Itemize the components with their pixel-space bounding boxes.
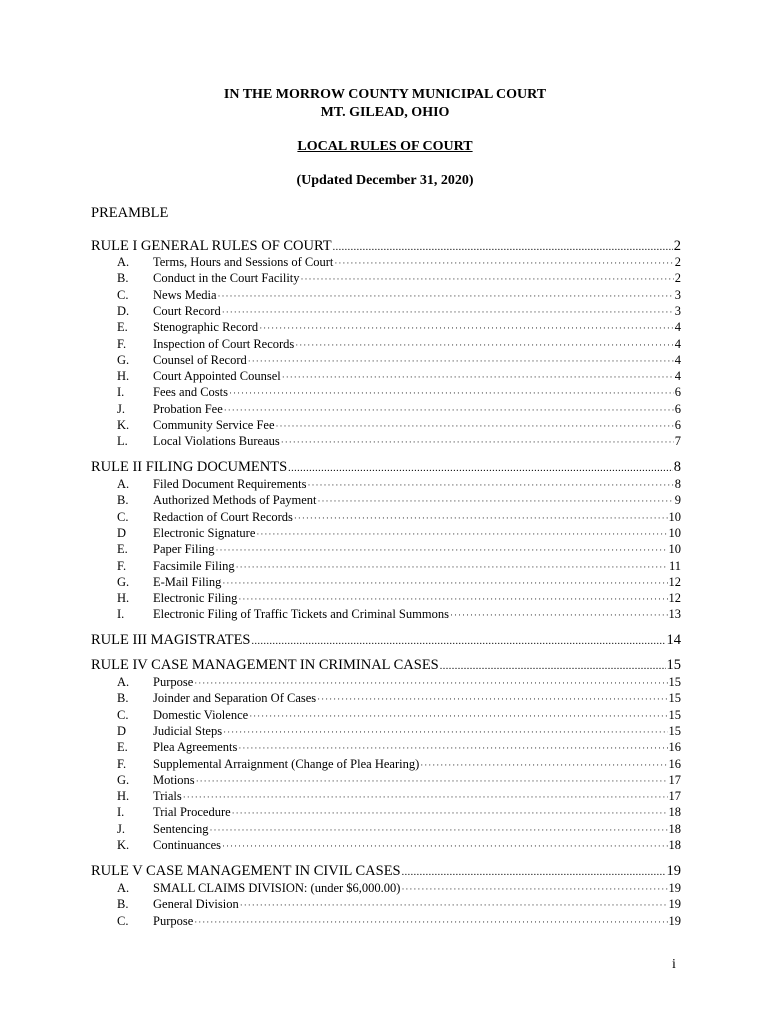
toc-entry-row — [117, 881, 681, 896]
toc-entry-letter: B. — [117, 271, 129, 286]
preamble-heading: PREAMBLE — [91, 205, 169, 221]
court-name: IN THE MORROW COUNTY MUNICIPAL COURT — [223, 87, 547, 102]
court-location: MT. GILEAD, OHIO — [320, 105, 450, 120]
toc-entry-letter: B. — [117, 691, 129, 706]
toc-rule-page: 19 — [666, 863, 681, 879]
toc-entry-row — [117, 724, 681, 739]
toc-entry-row — [117, 789, 681, 804]
toc-entry-page: 15 — [668, 723, 681, 738]
dot-leader — [222, 841, 667, 851]
toc-entry-letter: A. — [117, 881, 130, 895]
dot-leader — [402, 867, 666, 878]
toc-entry-letter: A. — [117, 675, 130, 689]
toc-entry-page: 6 — [674, 418, 681, 432]
toc-rule-title: RULE I GENERAL RULES OF COURT — [91, 238, 332, 254]
toc-entry-page: 3 — [674, 303, 681, 318]
toc-entry-row — [117, 255, 681, 270]
toc-entry-title: Fees and Costs — [153, 385, 228, 400]
dot-leader — [282, 372, 674, 382]
toc-entry-title: Redaction of Court Records — [153, 509, 293, 524]
toc-entry-letter: A. — [117, 477, 130, 491]
toc-entry-page: 3 — [674, 287, 681, 302]
dot-leader — [236, 562, 668, 572]
toc-entry-row — [117, 740, 681, 755]
toc-entry-page: 10 — [668, 542, 681, 557]
toc-entry-title: Electronic Filing — [153, 591, 238, 606]
toc-entry-title: Facsimile Filing — [153, 558, 235, 573]
toc-entry-letter: G. — [117, 352, 130, 367]
dot-leader — [232, 808, 668, 818]
toc-rule-page: 8 — [673, 459, 681, 475]
dot-leader — [276, 421, 674, 431]
toc-rule-title: RULE II FILING DOCUMENTS — [91, 459, 288, 475]
toc-entry-letter: D — [117, 723, 127, 738]
toc-entry-letter: K. — [117, 838, 130, 852]
toc-entry-row — [117, 897, 681, 912]
toc-entry-title: Joinder and Separation Of Cases — [153, 691, 317, 706]
dot-leader — [249, 711, 667, 721]
toc-entry-title: Inspection of Court Records — [153, 336, 295, 351]
toc-entry-page: 9 — [674, 493, 681, 508]
toc-entry-page: 4 — [674, 336, 681, 351]
page-number: i — [672, 957, 676, 972]
toc-entry-page: 8 — [674, 477, 681, 491]
toc-entry-row — [117, 288, 681, 303]
toc-entry-row — [117, 418, 681, 433]
toc-entry-title: Court Appointed Counsel — [153, 369, 281, 384]
toc-entry-title: Continuances — [153, 838, 222, 852]
toc-entry-title: General Division — [153, 897, 239, 912]
dot-leader — [238, 594, 667, 604]
toc-entry-page: 15 — [668, 691, 681, 706]
toc-entry-row — [117, 914, 681, 929]
dot-leader — [281, 437, 674, 447]
toc-entry-title: Stenographic Record — [153, 320, 259, 335]
toc-entry-page: 16 — [668, 740, 681, 755]
dot-leader — [238, 743, 667, 753]
toc-rule-page: 14 — [666, 632, 681, 648]
toc-rule-page: 15 — [666, 657, 681, 673]
toc-entry-letter: D — [117, 525, 127, 540]
toc-entry-letter: I. — [117, 805, 125, 820]
toc-entry-letter: E. — [117, 542, 128, 557]
dot-leader — [196, 776, 668, 786]
dot-leader — [301, 274, 674, 284]
toc-entry-row — [117, 402, 681, 417]
document-title-text: LOCAL RULES OF COURT — [297, 139, 473, 154]
toc-entry-page: 17 — [668, 789, 681, 804]
toc-entry-row — [117, 757, 681, 772]
toc-entry-title: Terms, Hours and Sessions of Court — [153, 255, 334, 269]
toc-entry-row — [117, 805, 681, 820]
toc-entry-page: 15 — [668, 675, 681, 689]
toc-entry-row — [117, 320, 681, 335]
toc-rule-row — [91, 863, 681, 880]
toc-entry-title: Sentencing — [153, 821, 209, 836]
toc-entry-title: E-Mail Filing — [153, 574, 222, 589]
dot-leader — [450, 610, 668, 620]
toc-entry-title: Purpose — [153, 913, 194, 928]
toc-rule-row — [91, 459, 681, 476]
toc-entry-title: Electronic Signature — [153, 525, 256, 540]
toc-entry-title: Paper Filing — [153, 542, 215, 557]
toc-entry-page: 18 — [668, 838, 681, 852]
toc-entry-title: Electronic Filing of Traffic Tickets and Criminal Summons — [153, 607, 449, 622]
toc-entry-letter: G. — [117, 574, 130, 589]
dot-leader — [183, 792, 668, 802]
dot-leader — [333, 242, 673, 253]
dot-leader — [215, 545, 667, 555]
toc-entry-page: 4 — [674, 320, 681, 335]
toc-rule-row — [91, 657, 681, 674]
dot-leader — [334, 258, 673, 268]
toc-entry-letter: A. — [117, 255, 130, 269]
dot-leader — [259, 323, 674, 333]
toc-entry-letter: I. — [117, 607, 125, 622]
dot-leader — [420, 760, 667, 770]
toc-entry-title: Trial Procedure — [153, 805, 231, 820]
toc-entry-page: 19 — [668, 881, 681, 895]
toc-entry-title: Community Service Fee — [153, 418, 275, 432]
toc-entry-letter: B. — [117, 897, 129, 912]
toc-entry-letter: K. — [117, 418, 130, 432]
dot-leader — [317, 694, 667, 704]
toc-entry-page: 18 — [668, 805, 681, 820]
document-title — [0, 139, 770, 155]
toc-entry-page: 18 — [668, 821, 681, 836]
dot-leader — [295, 340, 673, 350]
toc-entry-page: 19 — [668, 913, 681, 928]
toc-entry-page: 12 — [668, 591, 681, 606]
toc-entry-row — [117, 838, 681, 853]
dot-leader — [229, 388, 674, 398]
toc-entry-row — [117, 510, 681, 525]
toc-entry-row — [117, 493, 681, 508]
toc-entry-page: 7 — [674, 434, 681, 449]
toc-rule-title: RULE V CASE MANAGEMENT IN CIVIL CASES — [91, 863, 401, 879]
toc-entry-title: Filed Document Requirements — [153, 477, 307, 491]
toc-entry-title: Local Violations Bureaus — [153, 434, 280, 449]
toc-entry-title: Domestic Violence — [153, 707, 249, 722]
toc-entry-page: 4 — [674, 352, 681, 367]
toc-entry-row — [117, 559, 681, 574]
toc-entry-letter: H. — [117, 591, 130, 606]
dot-leader — [307, 480, 673, 490]
toc-entry-page: 10 — [668, 509, 681, 524]
toc-entry-row — [117, 675, 681, 690]
dot-leader — [223, 727, 667, 737]
toc-rule-row — [91, 632, 681, 649]
toc-entry-row — [117, 773, 681, 788]
toc-rule-page: 2 — [673, 238, 681, 254]
dot-leader — [248, 356, 674, 366]
toc-entry-row — [117, 304, 681, 319]
toc-entry-letter: H. — [117, 789, 130, 804]
toc-entry-title: Conduct in the Court Facility — [153, 271, 300, 286]
dot-leader — [318, 496, 674, 506]
toc-entry-row — [117, 385, 681, 400]
toc-entry-letter: G. — [117, 772, 130, 787]
toc-entry-page: 12 — [668, 574, 681, 589]
toc-entry-page: 19 — [668, 897, 681, 912]
toc-entry-page: 13 — [668, 607, 681, 622]
toc-entry-page: 11 — [668, 558, 681, 573]
dot-leader — [218, 291, 674, 301]
toc-entry-row — [117, 591, 681, 606]
toc-entry-page: 6 — [674, 385, 681, 400]
toc-entry-page: 6 — [674, 401, 681, 416]
dot-leader — [224, 405, 674, 415]
toc-entry-row — [117, 337, 681, 352]
toc-entry-title: Probation Fee — [153, 401, 223, 416]
toc-entry-row — [117, 369, 681, 384]
toc-entry-row — [117, 542, 681, 557]
toc-entry-title: Plea Agreements — [153, 740, 238, 755]
toc-entry-row — [117, 822, 681, 837]
dot-leader — [240, 900, 668, 910]
toc-entry-row — [117, 477, 681, 492]
toc-entry-title: SMALL CLAIMS DIVISION: (under $6,000.00) — [153, 881, 401, 895]
dot-leader — [222, 578, 667, 588]
toc-entry-title: Trials — [153, 789, 182, 804]
toc-entry-letter: L. — [117, 434, 128, 449]
toc-rule-title: RULE IV CASE MANAGEMENT IN CRIMINAL CASES — [91, 657, 439, 673]
toc-entry-title: News Media — [153, 287, 217, 302]
toc-entry-letter: I. — [117, 385, 125, 400]
dot-leader — [194, 917, 667, 927]
toc-entry-letter: B. — [117, 493, 129, 508]
dot-leader — [294, 513, 668, 523]
dot-leader — [210, 825, 668, 835]
dot-leader — [252, 636, 666, 647]
toc-entry-title: Purpose — [153, 675, 194, 689]
toc-entry-letter: C. — [117, 509, 129, 524]
toc-entry-page: 15 — [668, 707, 681, 722]
toc-entry-row — [117, 691, 681, 706]
toc-entry-letter: F. — [117, 558, 127, 573]
toc-entry-title: Counsel of Record — [153, 352, 247, 367]
toc-entry-letter: F. — [117, 756, 127, 771]
toc-entry-letter: C. — [117, 707, 129, 722]
toc-rule-row — [91, 238, 681, 255]
toc-entry-page: 17 — [668, 772, 681, 787]
toc-entry-letter: J. — [117, 401, 125, 416]
dot-leader — [401, 884, 667, 894]
toc-entry-page: 16 — [668, 756, 681, 771]
toc-entry-page: 4 — [674, 369, 681, 384]
toc-entry-letter: C. — [117, 913, 129, 928]
toc-entry-row — [117, 353, 681, 368]
toc-entry-title: Motions — [153, 772, 195, 787]
dot-leader — [288, 463, 673, 474]
toc-entry-row — [117, 575, 681, 590]
dot-leader — [256, 529, 667, 539]
toc-entry-page: 10 — [668, 525, 681, 540]
toc-entry-row — [117, 271, 681, 286]
toc-entry-title: Judicial Steps — [153, 723, 223, 738]
toc-entry-title: Supplemental Arraignment (Change of Plea Hearing) — [153, 756, 420, 771]
toc-entry-letter: E. — [117, 740, 128, 755]
toc-entry-row — [117, 526, 681, 541]
toc-entry-row — [117, 708, 681, 723]
dot-leader — [194, 678, 667, 688]
toc-entry-title: Court Record — [153, 303, 221, 318]
dot-leader — [440, 661, 666, 672]
updated-date: (Updated December 31, 2020) — [296, 173, 474, 188]
toc-entry-letter: C. — [117, 287, 129, 302]
toc-entry-row — [117, 434, 681, 449]
toc-entry-letter: H. — [117, 369, 130, 384]
toc-rule-title: RULE III MAGISTRATES — [91, 632, 251, 648]
toc-entry-letter: E. — [117, 320, 128, 335]
dot-leader — [222, 307, 674, 317]
toc-entry-page: 2 — [674, 271, 681, 286]
toc-entry-title: Authorized Methods of Payment — [153, 493, 317, 508]
toc-entry-row — [117, 607, 681, 622]
toc-entry-letter: D. — [117, 303, 130, 318]
toc-entry-letter: F. — [117, 336, 127, 351]
toc-entry-page: 2 — [674, 255, 681, 269]
toc-entry-letter: J. — [117, 821, 125, 836]
